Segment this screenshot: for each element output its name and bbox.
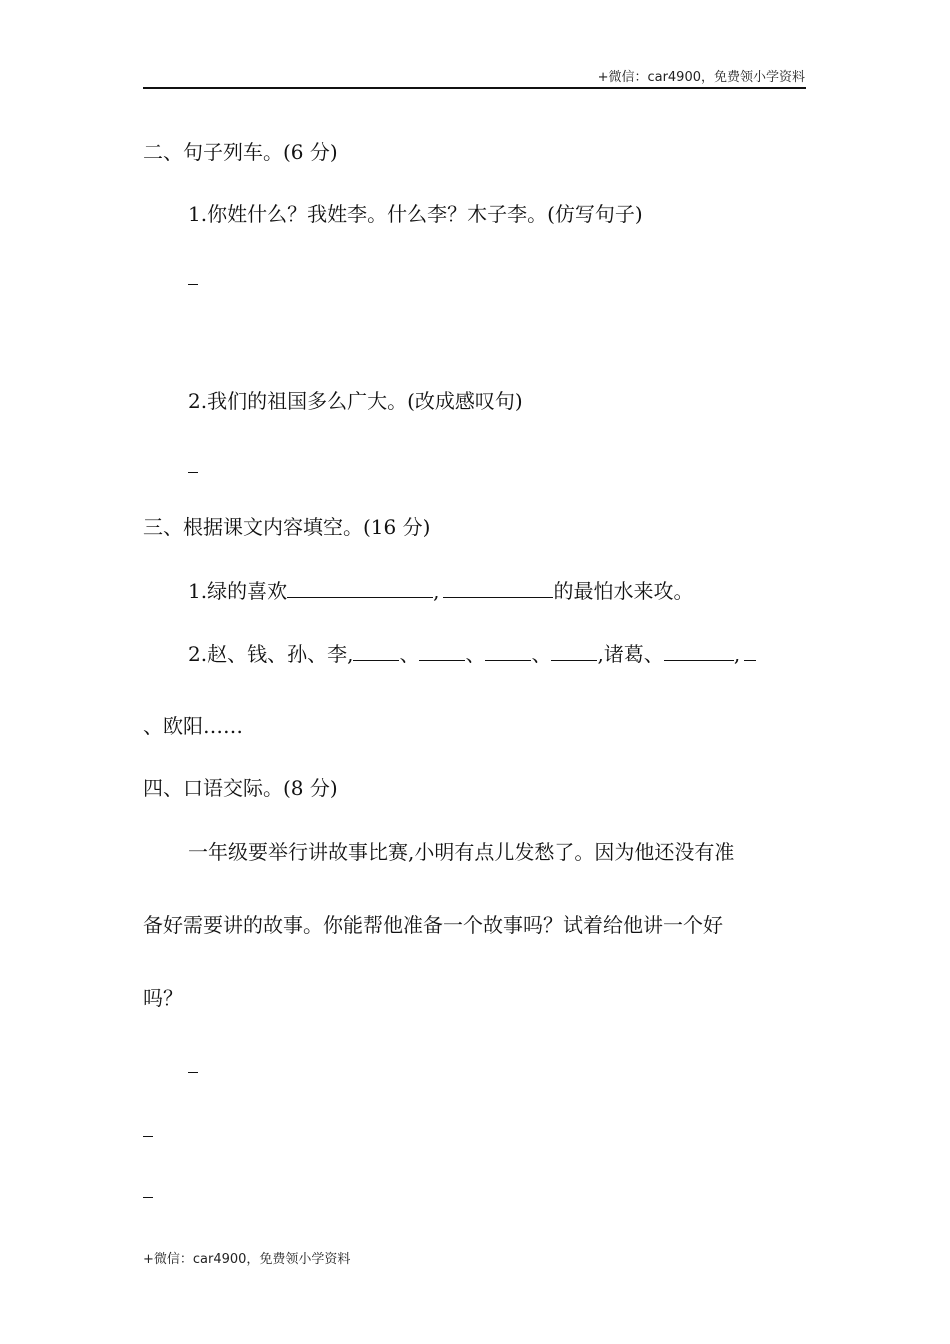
answer-line — [143, 1197, 153, 1198]
fill-blank — [485, 640, 531, 661]
fill-blank — [443, 577, 553, 598]
question-text: 2.赵、钱、孙、李, — [188, 642, 354, 666]
question-text: 诸葛、 — [603, 642, 664, 666]
section3-question-1 — [188, 577, 693, 604]
comma: , — [597, 642, 604, 666]
answer-line — [188, 472, 198, 473]
section4-title: 四、口语交际。(8 分) — [143, 776, 338, 800]
section3-question-2-continued: 、欧阳…… — [143, 714, 243, 738]
separator: 、 — [399, 642, 420, 666]
page-header — [0, 0, 805, 88]
section4-paragraph-line-3: 吗？ — [143, 986, 183, 1010]
question-text: 的最怕水来攻。 — [553, 579, 694, 603]
answer-line — [188, 284, 198, 285]
comma: , — [733, 642, 741, 666]
fill-blank — [353, 640, 399, 661]
question-text: 1.绿的喜欢 — [188, 579, 288, 603]
answer-line — [188, 1072, 198, 1073]
section2-title: 二、句子列车。(6 分) — [143, 140, 338, 164]
comma: , — [433, 579, 440, 603]
section3-question-2 — [188, 640, 756, 667]
section2-question-2: 2.我们的祖国多么广大。(改成感叹句) — [188, 389, 523, 413]
header-text: +微信：car4900，免费领小学资料 — [597, 70, 805, 85]
fill-blank — [551, 640, 597, 661]
separator: 、 — [531, 642, 552, 666]
fill-blank — [287, 577, 433, 598]
fill-blank — [419, 640, 465, 661]
section3-title: 三、根据课文内容填空。(16 分) — [143, 515, 431, 539]
section4-paragraph-line-1: 一年级要举行讲故事比赛,小明有点儿发愁了。因为他还没有准 — [188, 840, 735, 864]
fill-blank — [664, 640, 734, 661]
section2-question-1: 1.你姓什么？我姓李。什么李？木子李。(仿写句子) — [188, 202, 643, 226]
answer-line — [143, 1136, 153, 1137]
fill-blank — [744, 640, 756, 661]
separator: 、 — [465, 642, 486, 666]
header-rule — [143, 87, 806, 89]
section4-paragraph-line-2: 备好需要讲的故事。你能帮他准备一个故事吗？试着给他讲一个好 — [143, 913, 723, 937]
footer-text: +微信：car4900，免费领小学资料 — [143, 1252, 351, 1267]
